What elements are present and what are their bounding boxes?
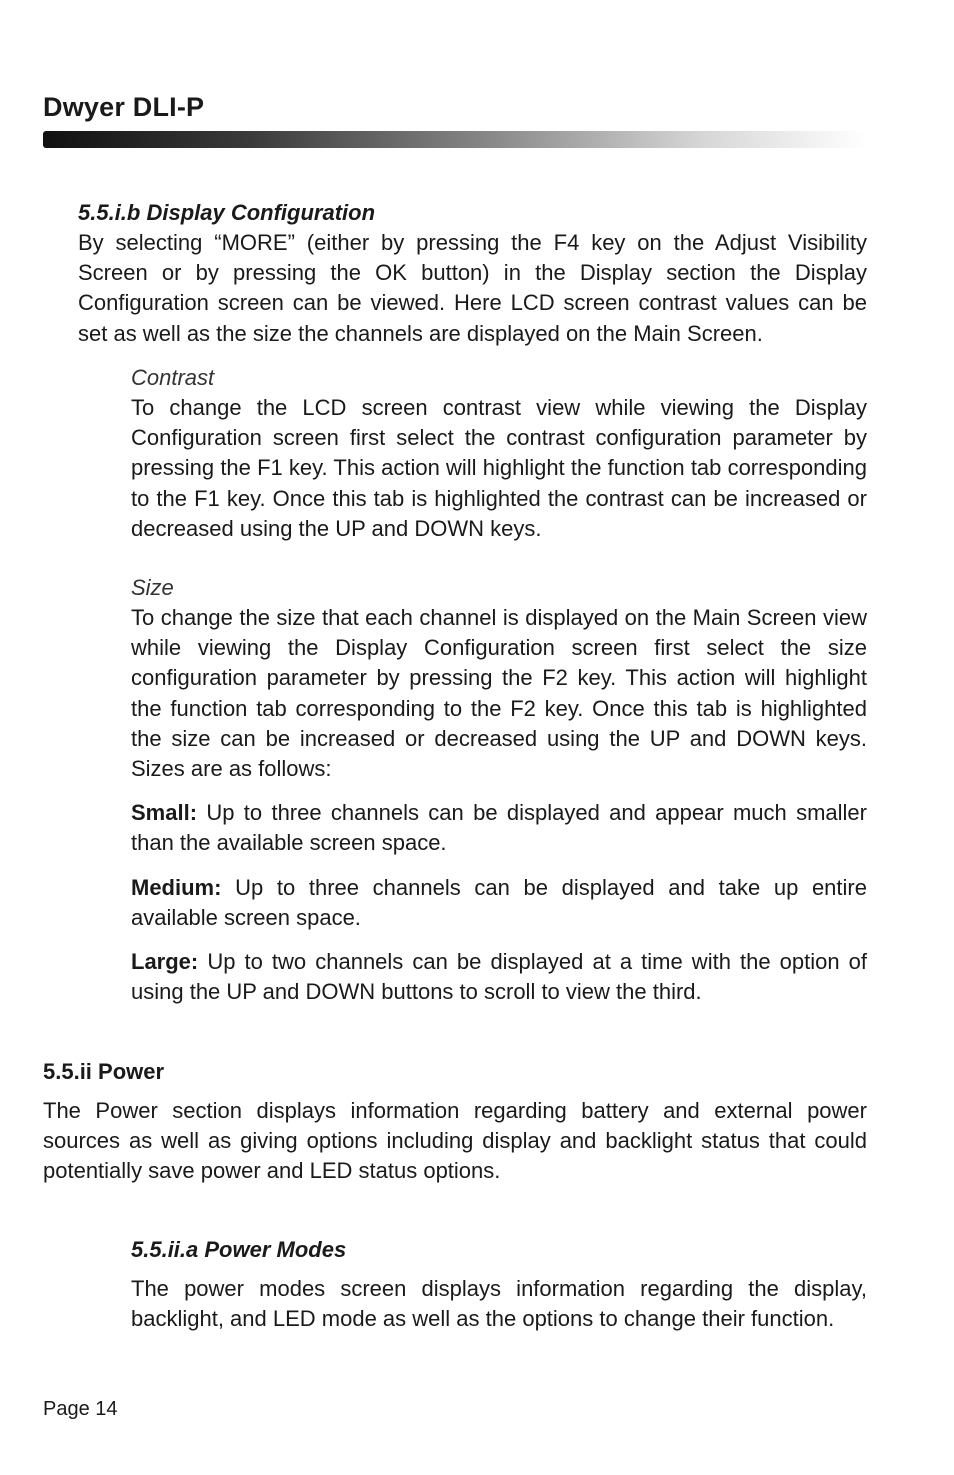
document-header-title: Dwyer DLI-P xyxy=(43,92,205,122)
contrast-body: To change the LCD screen contrast view while viewing the Display Configuration screen first select the contrast configuration parameter by pressing the F1 key. This action will highlight the function tab corresponding to the F1 key. Once this tab is highlighted the contrast can be increased or decreased using the UP and DOWN keys. xyxy=(131,395,867,541)
size-option-small xyxy=(131,798,867,858)
size-heading: Size xyxy=(131,575,174,600)
power-modes-body: The power modes screen displays information regarding the display, backlight, and LED mode as well as the options to change their function. xyxy=(131,1276,867,1332)
header-gradient-bar xyxy=(43,131,866,148)
size-option-term: Large: xyxy=(131,949,199,974)
power-body: The Power section displays information regarding battery and external power sources as well as giving options including display and backlight status that could potentially save power and LED status options. xyxy=(43,1098,867,1184)
power-heading: 5.5.ii Power xyxy=(43,1059,165,1084)
display-config-body: By selecting “MORE” (either by pressing the F4 key on the Adjust Visibility Screen or by pressing the OK button) in the Display section the Display Configuration screen can be viewed. Here LCD screen contrast values can be set as well as the size the channels are displayed on the Main Screen. xyxy=(78,230,867,346)
size-body: To change the size that each channel is displayed on the Main Screen view while viewing the Display Configuration screen first select the size configuration parameter by pressing the F2 key. This action will highlight the function tab corresponding to the F2 key. Once this tab is highlighted the size can be increased or decreased using the UP and DOWN keys. Sizes are as follows: xyxy=(131,605,867,782)
contrast-heading: Contrast xyxy=(131,365,215,390)
page-number: Page 14 xyxy=(43,1398,118,1420)
size-option-text: Up to three channels can be displayed and take up entire available screen space. xyxy=(131,875,867,931)
size-option-text: Up to three channels can be displayed and appear much smaller than the available screen space. xyxy=(131,800,867,856)
size-option-medium xyxy=(131,873,867,933)
size-option-term: Small: xyxy=(131,800,198,825)
size-option-large xyxy=(131,947,867,1007)
display-config-heading: 5.5.i.b Display Configuration xyxy=(78,200,376,225)
size-option-term: Medium: xyxy=(131,875,222,900)
power-modes-heading: 5.5.ii.a Power Modes xyxy=(131,1237,347,1262)
size-option-text: Up to two channels can be displayed at a time with the option of using the UP and DOWN buttons to scroll to view the third. xyxy=(131,949,867,1005)
